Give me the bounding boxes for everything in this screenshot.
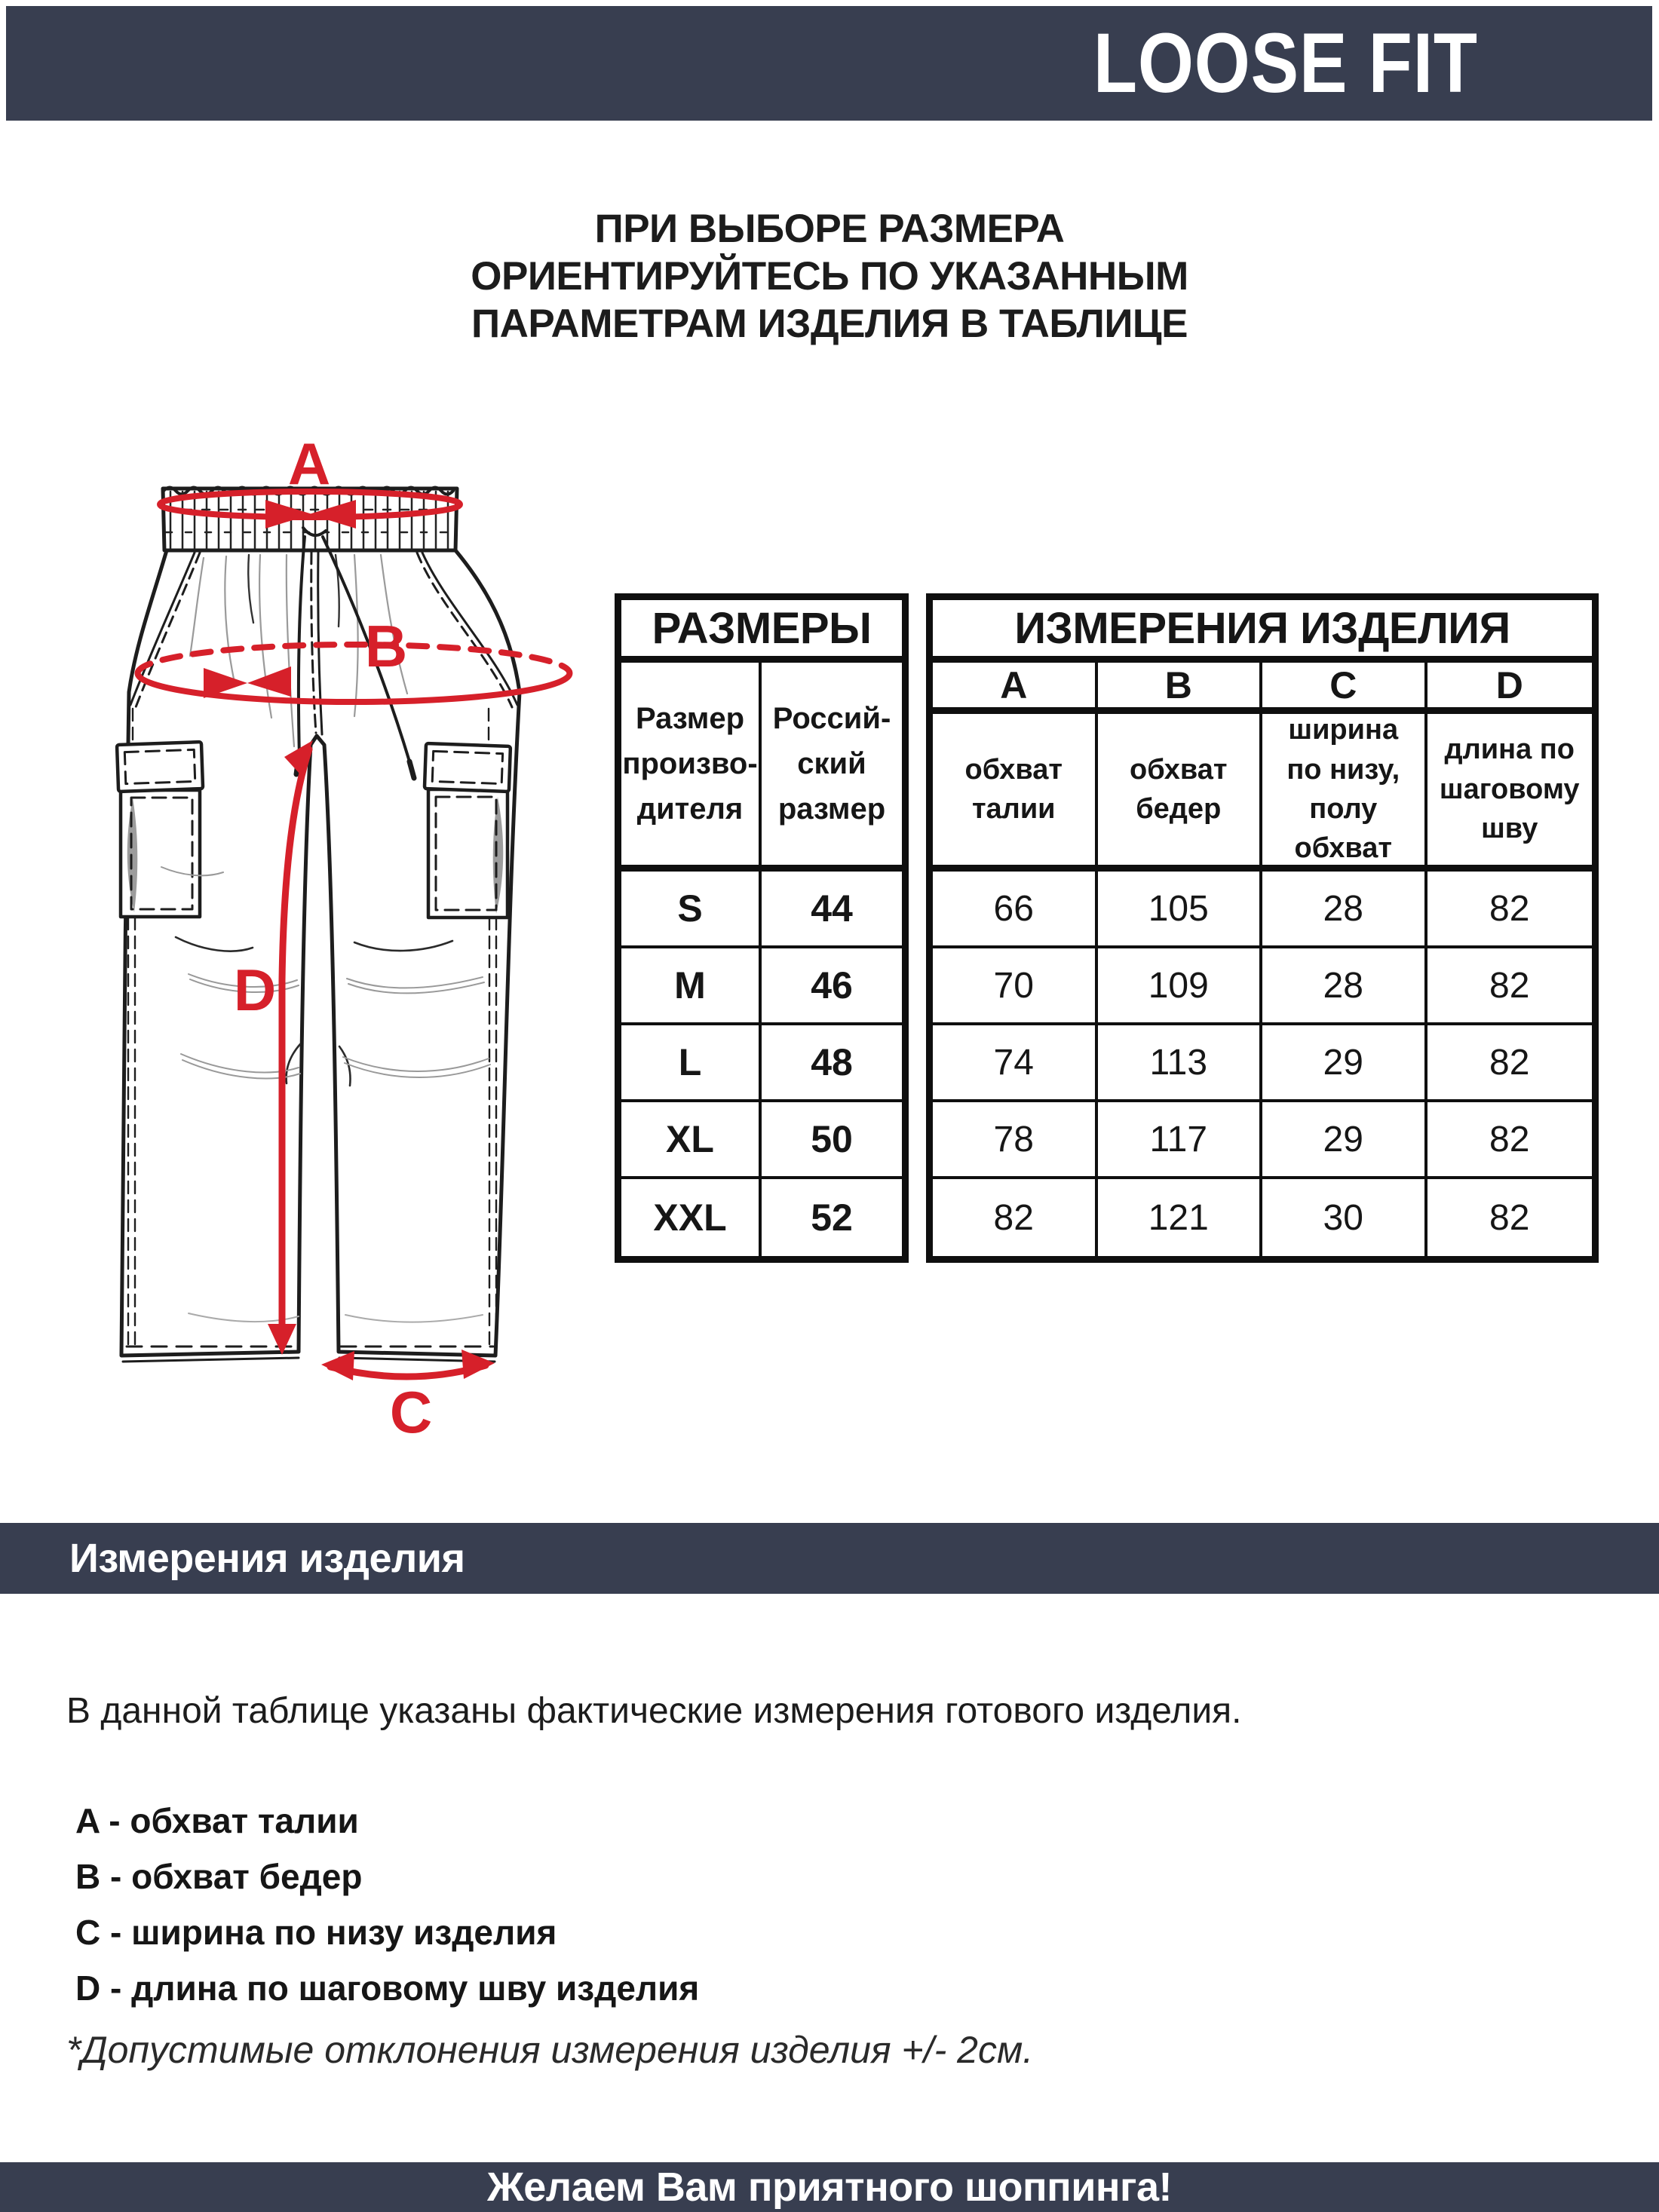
ru-size-header: Россий- ский размер [762, 663, 902, 872]
measure-cell: 109 [1098, 948, 1263, 1025]
measure-cell: 30 [1262, 1179, 1427, 1256]
measure-cell: 82 [933, 1179, 1098, 1256]
measure-cell: 70 [933, 948, 1098, 1025]
footer-message: Желаем Вам приятного шоппинга! [486, 2165, 1173, 2210]
measure-cell: 66 [933, 872, 1098, 948]
col-letter: C [1262, 663, 1427, 714]
legend-item: A - обхват талии [75, 1801, 359, 1840]
label-c: C [389, 1379, 433, 1445]
tolerance-disclaimer: *Допустимые отклонения измерения изделия +/- 2см. [66, 2029, 1034, 2071]
section-band [0, 1523, 1659, 1594]
measure-cell: 113 [1098, 1025, 1263, 1102]
table-note-paragraph: В данной таблице указаны фактические измерения готового изделия. [66, 1691, 1242, 1731]
label-d: D [233, 957, 277, 1023]
measure-cell: 82 [1427, 948, 1593, 1025]
maker-size-header: Размер произво- дителя [621, 663, 762, 872]
header-bar [6, 6, 1652, 121]
measure-cell: 121 [1098, 1179, 1263, 1256]
fit-title: LOOSE FIT [1093, 16, 1478, 110]
measure-cell: 28 [1262, 948, 1427, 1025]
sizes-table-title: РАЗМЕРЫ [621, 600, 902, 663]
col-description: длина по шаговому шву [1427, 714, 1593, 872]
hem-edge [123, 1358, 495, 1362]
size-cell: 48 [762, 1025, 902, 1102]
size-cell: 46 [762, 948, 902, 1025]
pants-diagram [45, 430, 618, 1485]
measurements-table-title: ИЗМЕРЕНИЯ ИЗДЕЛИЯ [933, 600, 1592, 663]
col-description: ширина по низу, полу обхват [1262, 714, 1427, 872]
pants-outline [121, 550, 520, 1356]
measure-cell: 29 [1262, 1025, 1427, 1102]
intro-text [0, 205, 1659, 348]
intro-line: ПРИ ВЫБОРЕ РАЗМЕРА [594, 207, 1065, 251]
measure-cell: 82 [1427, 1102, 1593, 1179]
size-cell: S [621, 872, 762, 948]
measure-cell: 105 [1098, 872, 1263, 948]
measure-cell: 82 [1489, 1197, 1530, 1238]
measure-cell: 82 [1427, 1025, 1593, 1102]
label-a: A [287, 430, 331, 497]
size-cell: M [621, 948, 762, 1025]
legend-item: C - ширина по низу изделия [75, 1913, 557, 1952]
label-b: B [364, 613, 408, 679]
col-description: обхват талии [933, 714, 1098, 872]
col-letter: B [1098, 663, 1263, 714]
intro-line: ПАРАМЕТРАМ ИЗДЕЛИЯ В ТАБЛИЦЕ [471, 302, 1188, 346]
size-cell: L [621, 1025, 762, 1102]
measure-cell: 28 [1262, 872, 1427, 948]
size-cell: 44 [762, 872, 902, 948]
legend-item: B - обхват бедер [75, 1857, 363, 1896]
cargo-pocket-left [117, 742, 203, 917]
size-cell: 52 [811, 1196, 853, 1239]
measurements-table [926, 593, 1599, 1263]
measure-cell: 82 [1427, 872, 1593, 948]
measure-cell: 78 [933, 1102, 1098, 1179]
intro-line: ОРИЕНТИРУЙТЕСЬ ПО УКАЗАННЫМ [471, 254, 1188, 299]
col-description: обхват бедер [1098, 714, 1263, 872]
section-band-title: Измерения изделия [69, 1536, 465, 1581]
size-cell: XXL [621, 1179, 762, 1256]
col-letter: D [1427, 663, 1593, 714]
col-letter: A [933, 663, 1098, 714]
measure-cell: 117 [1098, 1102, 1263, 1179]
size-cell: XL [621, 1102, 762, 1179]
sizes-table [615, 593, 909, 1263]
size-cell: 50 [762, 1102, 902, 1179]
measure-cell: 29 [1262, 1102, 1427, 1179]
measure-legend [75, 1803, 699, 2027]
legend-item: D - длина по шаговому шву изделия [75, 1968, 700, 2008]
measure-cell: 74 [933, 1025, 1098, 1102]
cargo-pocket-right [425, 743, 511, 918]
footer-bar [0, 2162, 1659, 2212]
